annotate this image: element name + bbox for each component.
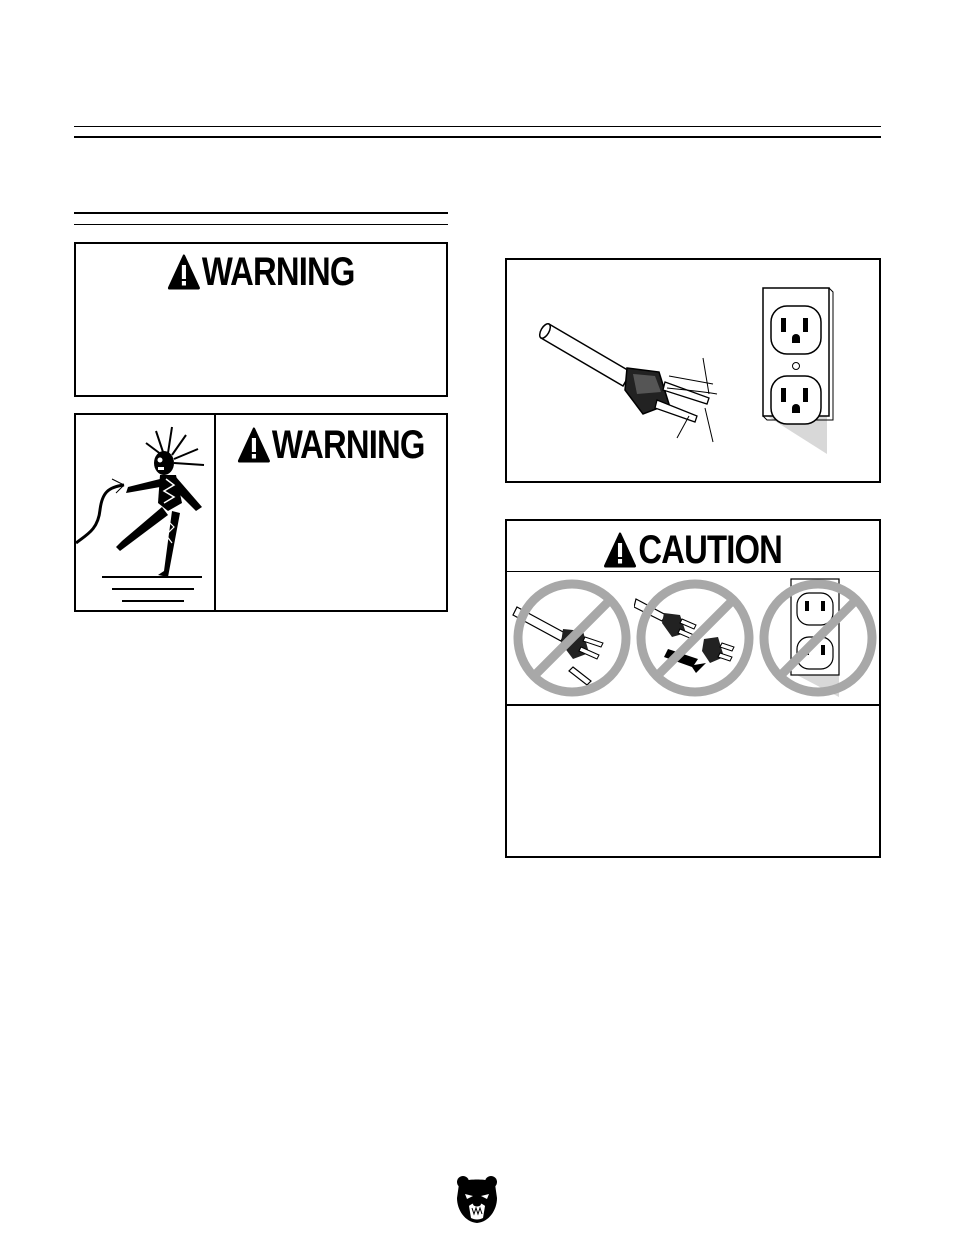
section-rule-bottom (74, 224, 448, 225)
section-rule-top (74, 212, 448, 214)
warning-triangle-icon (604, 532, 637, 568)
header-rule-top (74, 126, 881, 127)
caution-heading (540, 527, 845, 573)
warning-heading-2 (237, 421, 426, 469)
grounded-plug-icon (537, 310, 727, 450)
no-cut-ground-prong-icon (511, 577, 633, 699)
caution-label: CAUTION (638, 527, 783, 572)
warning-label-1: WARNING (201, 249, 355, 294)
caution-box (505, 519, 881, 858)
warning-box-2 (74, 413, 448, 612)
bear-head-logo-icon (455, 1174, 499, 1224)
electric-shock-figure-icon (76, 415, 214, 610)
warning-box-2-divider (214, 415, 216, 610)
warning-heading-1 (109, 248, 412, 296)
no-ungrounded-outlet-icon (757, 577, 879, 699)
caution-icons-divider (507, 704, 879, 706)
duplex-outlet-icon (759, 286, 839, 456)
warning-triangle-icon (167, 254, 200, 290)
plug-figure-box (505, 258, 881, 483)
header-rule-bottom (74, 136, 881, 138)
warning-box-1 (74, 242, 448, 397)
warning-label-2: WARNING (271, 422, 425, 467)
warning-triangle-icon (237, 427, 270, 463)
no-adapter-icon (634, 577, 756, 699)
caution-header-divider (507, 571, 879, 572)
